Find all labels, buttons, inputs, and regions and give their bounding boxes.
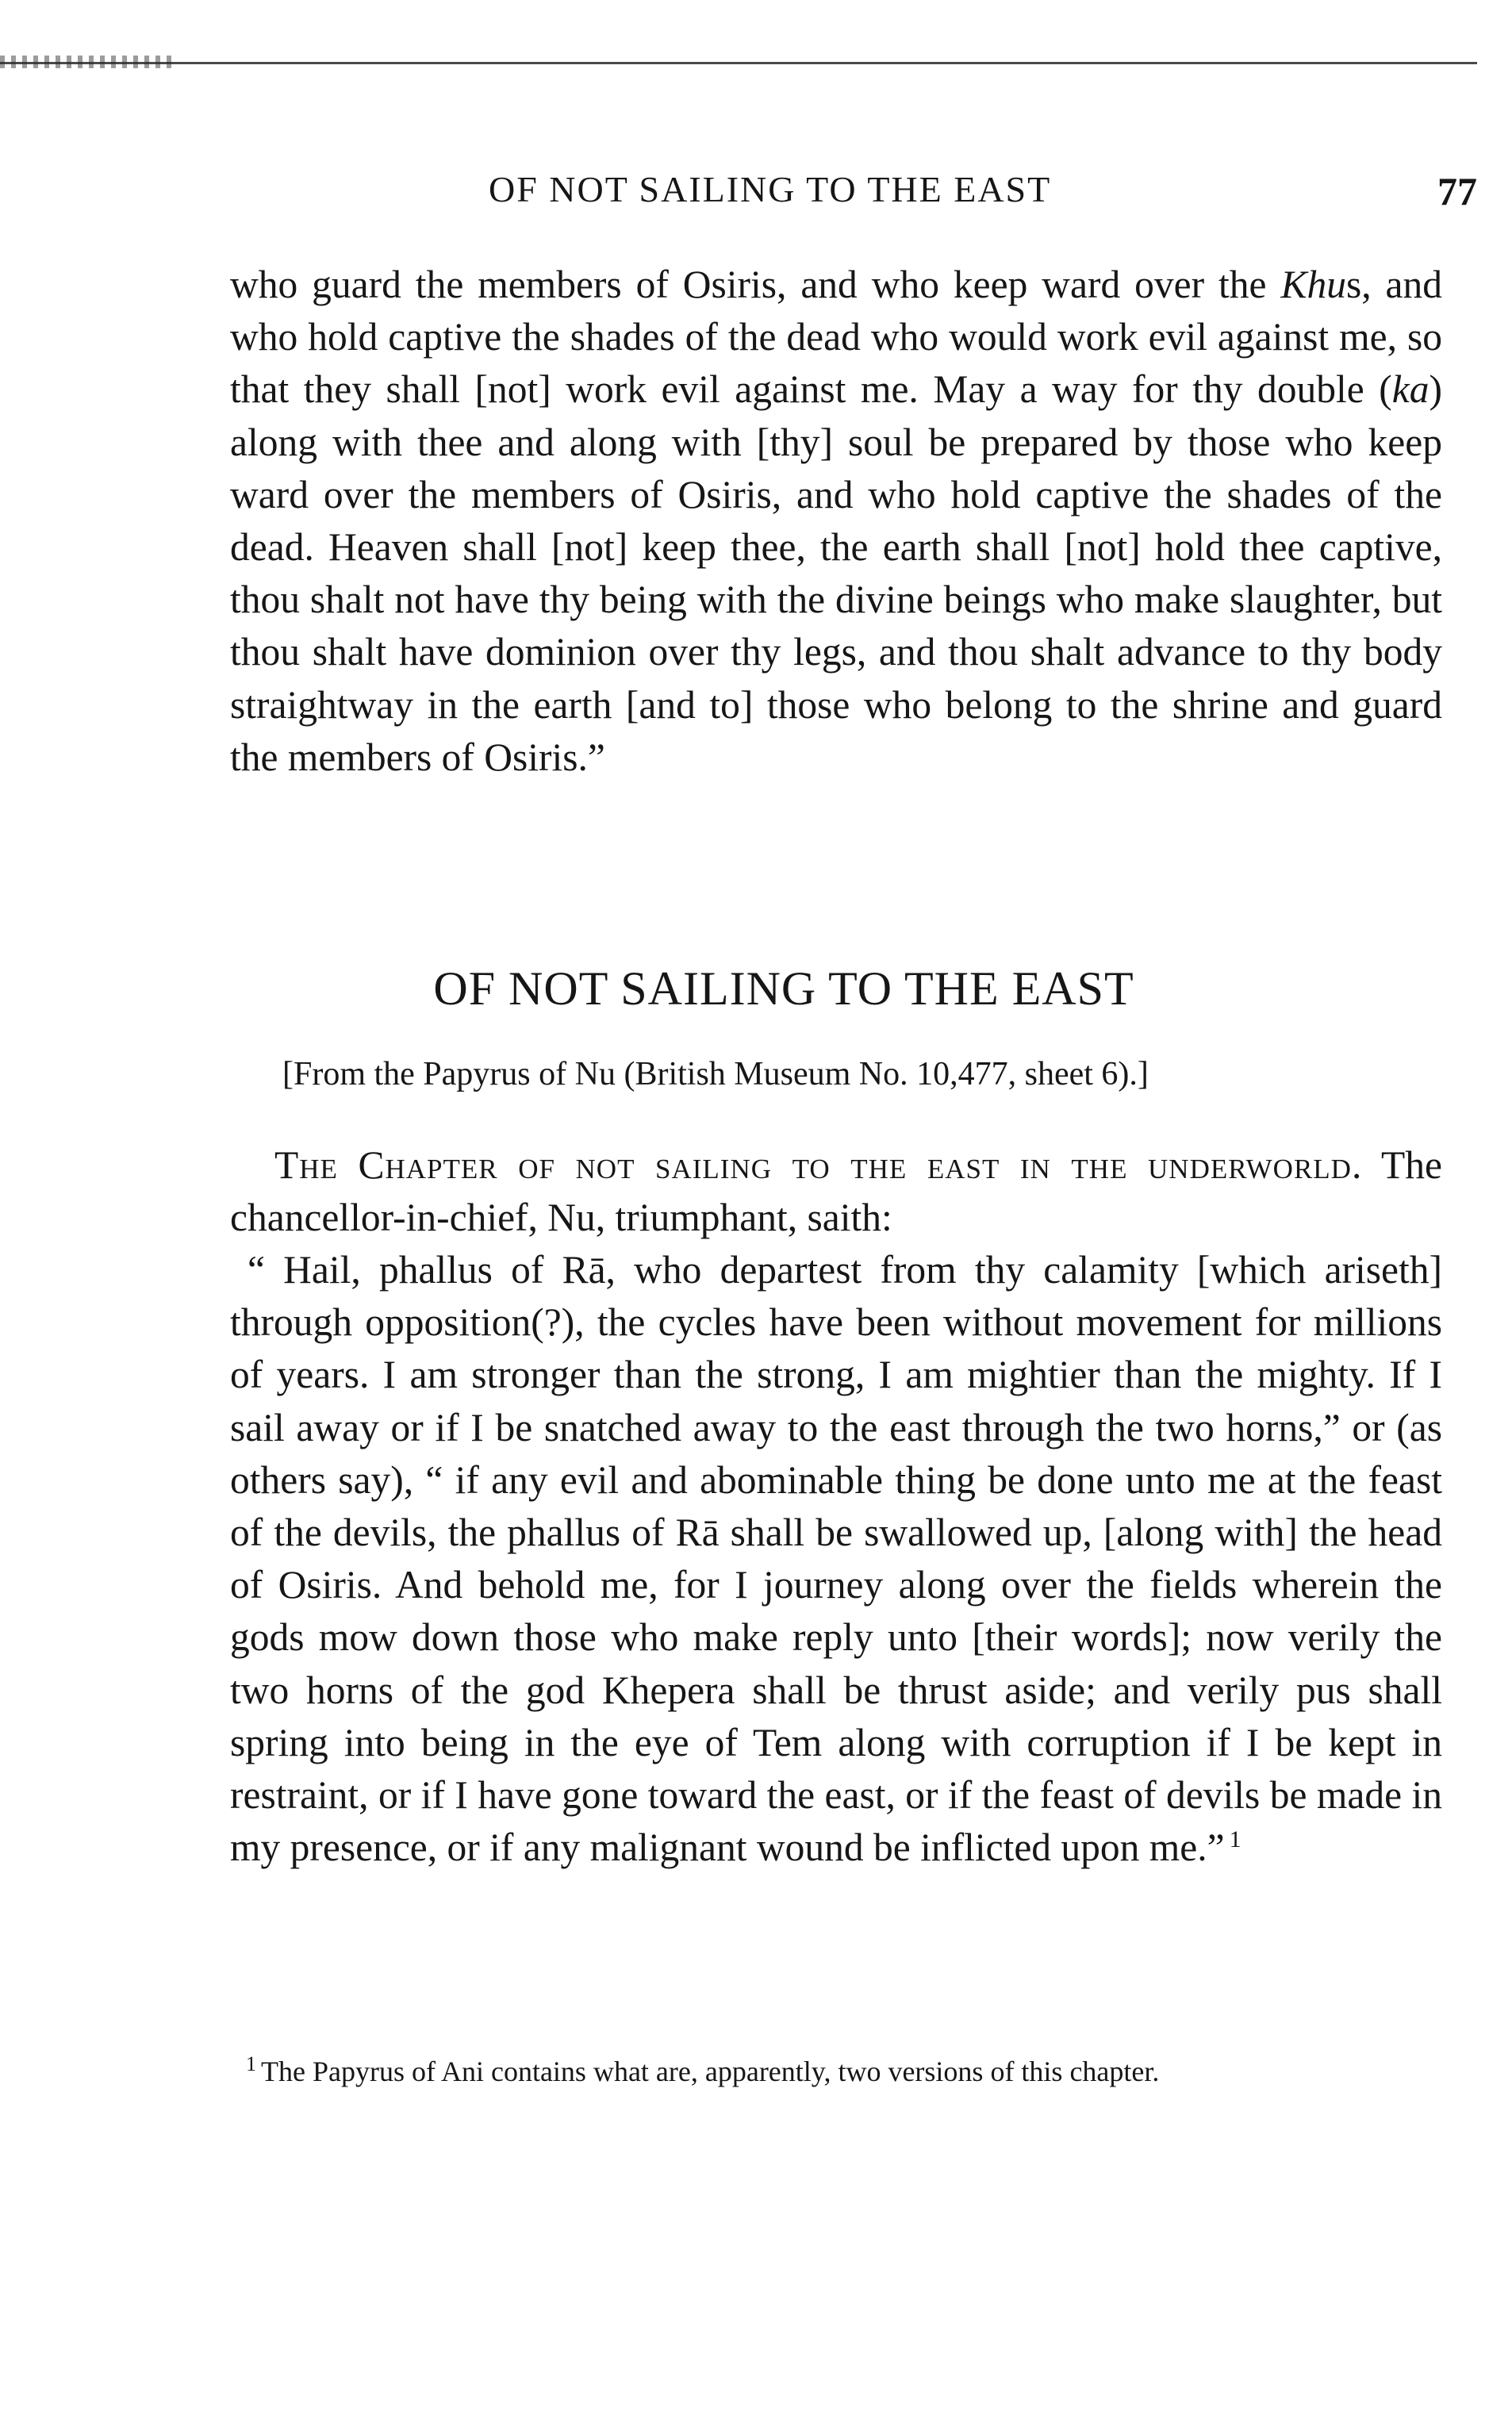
paragraph-text: ) along with thee and along with [thy] soul be prepared by those who keep ward over the members of Osiris, and who hold captive the shades of the dead. Heaven shall [not] keep thee, the earth shall [not] hold thee captive, thou shalt not have thy being with the divine beings who make slaughter, but thou shalt have dominion over thy legs, and thou shalt advance to thy body straightway in the earth [and to] those who belong to the shrine and guard the members of Osiris.” (230, 367, 1442, 779)
quote-paragraph (230, 1244, 1442, 1874)
chapter-heading: The Chapter of not sailing to the east in the underworld. (274, 1143, 1363, 1187)
paragraph-text: who guard the members of Osiris, and who keep ward over the (230, 263, 1281, 306)
footnote-mark: 1 (246, 2052, 256, 2075)
italic-term-khu: Khu (1280, 263, 1346, 306)
source-note: [From the Papyrus of Nu (British Museum No. 10,477, sheet 6).] (282, 1056, 1149, 1092)
footnote (246, 2052, 1160, 2088)
italic-term-ka: ka (1391, 367, 1429, 412)
paragraph-text: s, and who hold captive the shades of the dead who would work evil against me, so that they shall [not] work evil against me. May a way for thy double ( (230, 263, 1443, 412)
continued-paragraph (230, 259, 1442, 784)
footnote-text: The Papyrus of Ani contains what are, apparently, two versions of this chapter. (261, 2056, 1160, 2087)
footnote-reference[interactable]: 1 (1229, 1826, 1241, 1852)
page-number: 77 (1437, 169, 1477, 213)
running-head: OF NOT SAILING TO THE EAST (489, 169, 1052, 209)
section-title: OF NOT SAILING TO THE EAST (433, 962, 1134, 1015)
scan-edge-line (0, 62, 1477, 64)
quote-text: “ Hail, phallus of Rā, who departest from thy calamity [which ariseth] through opposition(?), the cycles have been without movement for millions of years. I am stronger than the strong, I am mightier than the mighty. If I sail away or if I be snatched away to the east through the two horns,” or (as others say), “ if any evil and abominable thing be done unto me at the feast of the devils, the phallus of Rā shall be swallowed up, [along with] the head of Osiris. And behold me, for I journey along over the fields wherein the gods mow down those who make reply unto [their words]; now verily the two horns of the god Khepera shall be thrust aside; and verily pus shall spring into being in the eye of Tem along with corruption if I be kept in restraint, or if I have gone toward the east, or if the feast of devils be made in my presence, or if any malignant wound be inflicted upon me.” (230, 1248, 1442, 1870)
chapter-heading-paragraph (230, 1139, 1442, 1244)
chapter-heading-rest: The chancellor-in-chief, Nu, triumphant, saith: (230, 1143, 1442, 1240)
